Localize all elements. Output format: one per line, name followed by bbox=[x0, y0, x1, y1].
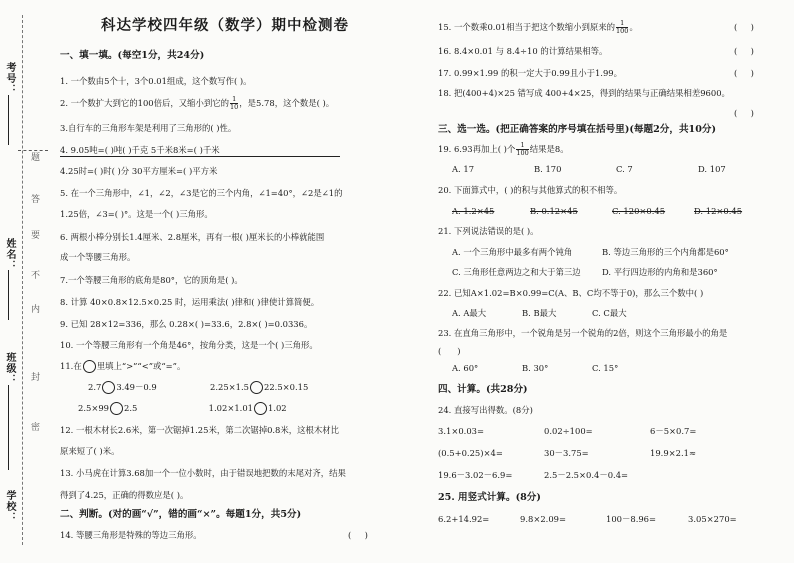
question-23-options bbox=[452, 363, 618, 374]
option-b[interactable]: B. 0.12×45 bbox=[530, 206, 578, 216]
question-23: 23. 在直角三角形中，一个锐角是另一个锐角的2倍，则这个三角形最小的角是 bbox=[438, 328, 728, 338]
vertical-calc-row bbox=[438, 514, 737, 525]
fraction-numerator: 1 bbox=[230, 96, 238, 104]
option-c[interactable]: C. 15° bbox=[592, 363, 619, 373]
blank-circle[interactable] bbox=[250, 381, 263, 394]
question-21-options-row-1 bbox=[452, 247, 729, 258]
option-b[interactable]: B. 等边三角形的三个内角都是60° bbox=[602, 247, 729, 257]
question-15-text-a: 15. 一个数乘0.01相当于把这个数缩小到原来的 bbox=[438, 22, 616, 32]
option-a[interactable]: A. 1.2×45 bbox=[452, 206, 495, 216]
calc-item[interactable]: 2.5－2.5×0.4－0.4= bbox=[544, 470, 629, 480]
calc-row-3 bbox=[438, 470, 628, 481]
question-19-text-a: 19. 6.93再加上( )个 bbox=[438, 144, 516, 154]
compare-item: 3.49－0.9 bbox=[116, 382, 157, 392]
question-2-text-a: 2. 一个数扩大到它的100倍后，又缩小到它的 bbox=[60, 98, 230, 108]
answer-paren[interactable]: ( ) bbox=[734, 108, 754, 118]
question-9: 9. 已知 28×12=336，那么 0.28×( )=33.6，2.8×( )=0.0336。 bbox=[60, 319, 313, 329]
question-10: 10. 一个等腰三角形有一个角是46°，按角分类，这是一个( )三角形。 bbox=[60, 340, 318, 350]
calc-item[interactable]: 30－3.75= bbox=[544, 448, 589, 458]
question-11-text-a: 11.在 bbox=[60, 361, 82, 371]
fraction-numerator: 1 bbox=[616, 20, 628, 28]
right-column bbox=[438, 0, 790, 563]
fraction-one-tenth bbox=[230, 96, 238, 111]
question-18: 18. 把(400+4)×25 错写成 400+4×25，得到的结果与正确结果相差9600。 bbox=[438, 88, 730, 98]
answer-paren[interactable]: ( ) bbox=[734, 46, 754, 56]
vertical-calc-item[interactable]: 3.05×270= bbox=[688, 514, 737, 524]
question-15-text-b: 。 bbox=[629, 22, 638, 32]
calc-item[interactable]: (0.5+0.25)×4= bbox=[438, 448, 503, 458]
section-1-heading: 一、填一填。(每空1分，共24分) bbox=[60, 50, 205, 61]
section-2-heading: 二、判断。(对的画“√”，错的画“×”。每题1分，共5分) bbox=[60, 509, 302, 520]
seal-char: 封 bbox=[31, 373, 41, 383]
question-6-line-1: 6. 两根小棒分别长1.4厘米、2.8厘米，再有一根( )厘米长的小棒就能围 bbox=[60, 232, 325, 242]
question-13-line-1: 13. 小马虎在计算3.68加一个一位小数时，由于错误地把数的末尾对齐，结果 bbox=[60, 468, 346, 478]
calc-item[interactable]: 19.6－3.02－6.9= bbox=[438, 470, 513, 480]
compare-item: 1.02 bbox=[267, 403, 287, 413]
question-4-line-2: 4.25时=( )时( )分 30平方厘米=( )平方米 bbox=[60, 166, 218, 176]
option-b[interactable]: B. 170 bbox=[534, 164, 562, 174]
question-8: 8. 计算 40×0.8×12.5×0.25 时，运用乘法( )律和( )律使计算简便。 bbox=[60, 297, 320, 307]
fraction-denominator: 100 bbox=[616, 27, 629, 35]
calc-row-1 bbox=[438, 426, 696, 437]
seal-char: 内 bbox=[31, 305, 41, 315]
question-11 bbox=[60, 360, 185, 373]
compare-item: 2.5×99 bbox=[78, 403, 109, 413]
fraction-denominator: 10 bbox=[230, 103, 239, 111]
option-c[interactable]: C. 120×0.45 bbox=[612, 206, 666, 216]
answer-paren[interactable]: ( ) bbox=[734, 22, 754, 32]
question-4-underline bbox=[60, 156, 340, 157]
question-6-line-2: 成一个等腰三角形。 bbox=[60, 252, 136, 262]
blank-circle[interactable] bbox=[83, 360, 96, 373]
answer-paren[interactable]: ( ) bbox=[734, 68, 754, 78]
binding-margin bbox=[0, 0, 62, 563]
exam-no-label: 考号： bbox=[4, 62, 15, 95]
exam-no-line bbox=[8, 95, 9, 145]
vertical-calc-item[interactable]: 100－8.96= bbox=[606, 514, 657, 524]
compare-item: 2.7 bbox=[88, 382, 102, 392]
question-13-line-2: 得到了4.25，正确的得数应是( )。 bbox=[60, 490, 189, 500]
option-b[interactable]: B. B最大 bbox=[522, 308, 557, 318]
option-d[interactable]: D. 平行四边形的内角和是360° bbox=[602, 267, 718, 277]
question-24: 24. 直接写出得数。(8分) bbox=[438, 405, 533, 415]
question-14: 14. 等腰三角形是特殊的等边三角形。 bbox=[60, 530, 202, 540]
name-label: 姓名： bbox=[4, 238, 15, 271]
question-16: 16. 8.4×0.01 与 8.4÷10 的计算结果相等。 bbox=[438, 46, 608, 56]
question-11-row-1 bbox=[88, 381, 308, 394]
question-11-row-2 bbox=[78, 402, 287, 415]
fraction-numerator: 1 bbox=[516, 142, 528, 150]
compare-item: 2.25×1.5 bbox=[210, 382, 249, 392]
question-25-heading: 25. 用竖式计算。(8分) bbox=[438, 492, 541, 503]
option-d[interactable]: D. 12×0.45 bbox=[694, 206, 743, 216]
option-c[interactable]: C. 7 bbox=[616, 164, 633, 174]
question-5-line-2: 1.25倍，∠3=( )°。这是一个( )三角形。 bbox=[60, 209, 213, 219]
section-3-heading: 三、选一选。(把正确答案的序号填在括号里)(每题2分，共10分) bbox=[438, 124, 717, 135]
fraction-one-hundredth bbox=[516, 142, 528, 157]
question-22: 22. 已知A×1.02=B×0.99=C(A、B、C均不等于0)，那么三个数中( ) bbox=[438, 288, 704, 298]
compare-item: 1.02×1.01 bbox=[208, 403, 253, 413]
calc-item[interactable]: 3.1×0.03= bbox=[438, 426, 485, 436]
blank-circle[interactable] bbox=[254, 402, 267, 415]
question-4-line-1: 4. 9.05吨=( )吨( )千克 5千米8米=( )千米 bbox=[60, 145, 220, 155]
seal-char: 答 bbox=[31, 195, 41, 205]
calc-item[interactable]: 6－5×0.7= bbox=[650, 426, 697, 436]
question-11-text-b: 里填上“>”“<”或“=”。 bbox=[96, 361, 186, 371]
option-b[interactable]: B. 30° bbox=[522, 363, 549, 373]
answer-paren[interactable]: ( ) bbox=[348, 530, 368, 540]
section-4-heading: 四、计算。(共28分) bbox=[438, 384, 528, 395]
seal-char: 不 bbox=[31, 271, 41, 281]
class-label: 班级： bbox=[4, 352, 15, 385]
school-label: 学校： bbox=[4, 490, 15, 523]
blank-circle[interactable] bbox=[110, 402, 123, 415]
question-21: 21. 下列说法错误的是( )。 bbox=[438, 226, 539, 236]
school-line bbox=[8, 420, 9, 470]
answer-paren[interactable]: ( ) bbox=[438, 346, 461, 356]
question-19 bbox=[438, 142, 569, 157]
compare-item: 2.5 bbox=[124, 403, 138, 413]
calc-row-2 bbox=[438, 448, 696, 459]
question-2 bbox=[60, 96, 334, 111]
question-2-text-b: ，是5.78，这个数是( )。 bbox=[239, 98, 335, 108]
seal-char: 要 bbox=[31, 231, 41, 241]
vertical-calc-item[interactable]: 6.2+14.92= bbox=[438, 514, 490, 524]
option-a[interactable]: A. A最大 bbox=[452, 308, 487, 318]
option-c[interactable]: C. 三角形任意两边之和大于第三边 bbox=[452, 267, 581, 277]
option-c[interactable]: C. C最大 bbox=[592, 308, 627, 318]
option-a[interactable]: A. 60° bbox=[452, 363, 479, 373]
question-21-options-row-2 bbox=[452, 267, 718, 278]
blank-circle[interactable] bbox=[102, 381, 115, 394]
question-17: 17. 0.99×1.99 的积一定大于0.99且小于1.99。 bbox=[438, 68, 622, 78]
seal-char: 密 bbox=[31, 423, 41, 433]
question-12-line-2: 原来短了( )米。 bbox=[60, 446, 120, 456]
question-7: 7.一个等腰三角形的底角是80°，它的顶角是( )。 bbox=[60, 275, 243, 285]
question-19-options bbox=[452, 164, 726, 175]
question-5-line-1: 5. 在一个三角形中，∠1，∠2，∠3是它的三个内角，∠1=40°，∠2是∠1的 bbox=[60, 188, 343, 198]
question-19-text-b: 结果是8。 bbox=[529, 144, 569, 154]
calc-item[interactable]: 19.9×2.1≈ bbox=[650, 448, 697, 458]
question-12-line-1: 12. 一根木材长2.6米，第一次锯掉1.25米，第二次锯掉0.8米，这根木材比 bbox=[60, 425, 340, 435]
vertical-calc-item[interactable]: 9.8×2.09= bbox=[520, 514, 567, 524]
seal-char: 题 bbox=[31, 153, 41, 163]
question-3: 3.自行车的三角形车架是利用了三角形的( )性。 bbox=[60, 123, 237, 133]
question-1: 1. 一个数由5个十，3个0.01组成，这个数写作( )。 bbox=[60, 76, 252, 86]
calc-item[interactable]: 0.02÷100= bbox=[544, 426, 593, 436]
fraction-denominator: 100 bbox=[516, 149, 529, 157]
seal-dashed-line bbox=[22, 15, 23, 545]
option-a[interactable]: A. 一个三角形中最多有两个钝角 bbox=[452, 247, 573, 257]
left-column bbox=[60, 0, 420, 563]
option-d[interactable]: D. 107 bbox=[698, 164, 726, 174]
page-title: 科达学校四年级（数学）期中检测卷 bbox=[101, 17, 349, 34]
name-line bbox=[8, 270, 9, 320]
question-22-options bbox=[452, 308, 627, 319]
question-15 bbox=[438, 20, 638, 35]
option-a[interactable]: A. 17 bbox=[452, 164, 475, 174]
compare-item: 22.5×0.15 bbox=[264, 382, 309, 392]
fraction-one-hundredth bbox=[616, 20, 628, 35]
question-20: 20. 下面算式中，( )的积与其他算式的积不相等。 bbox=[438, 185, 623, 195]
question-20-options bbox=[452, 206, 742, 217]
